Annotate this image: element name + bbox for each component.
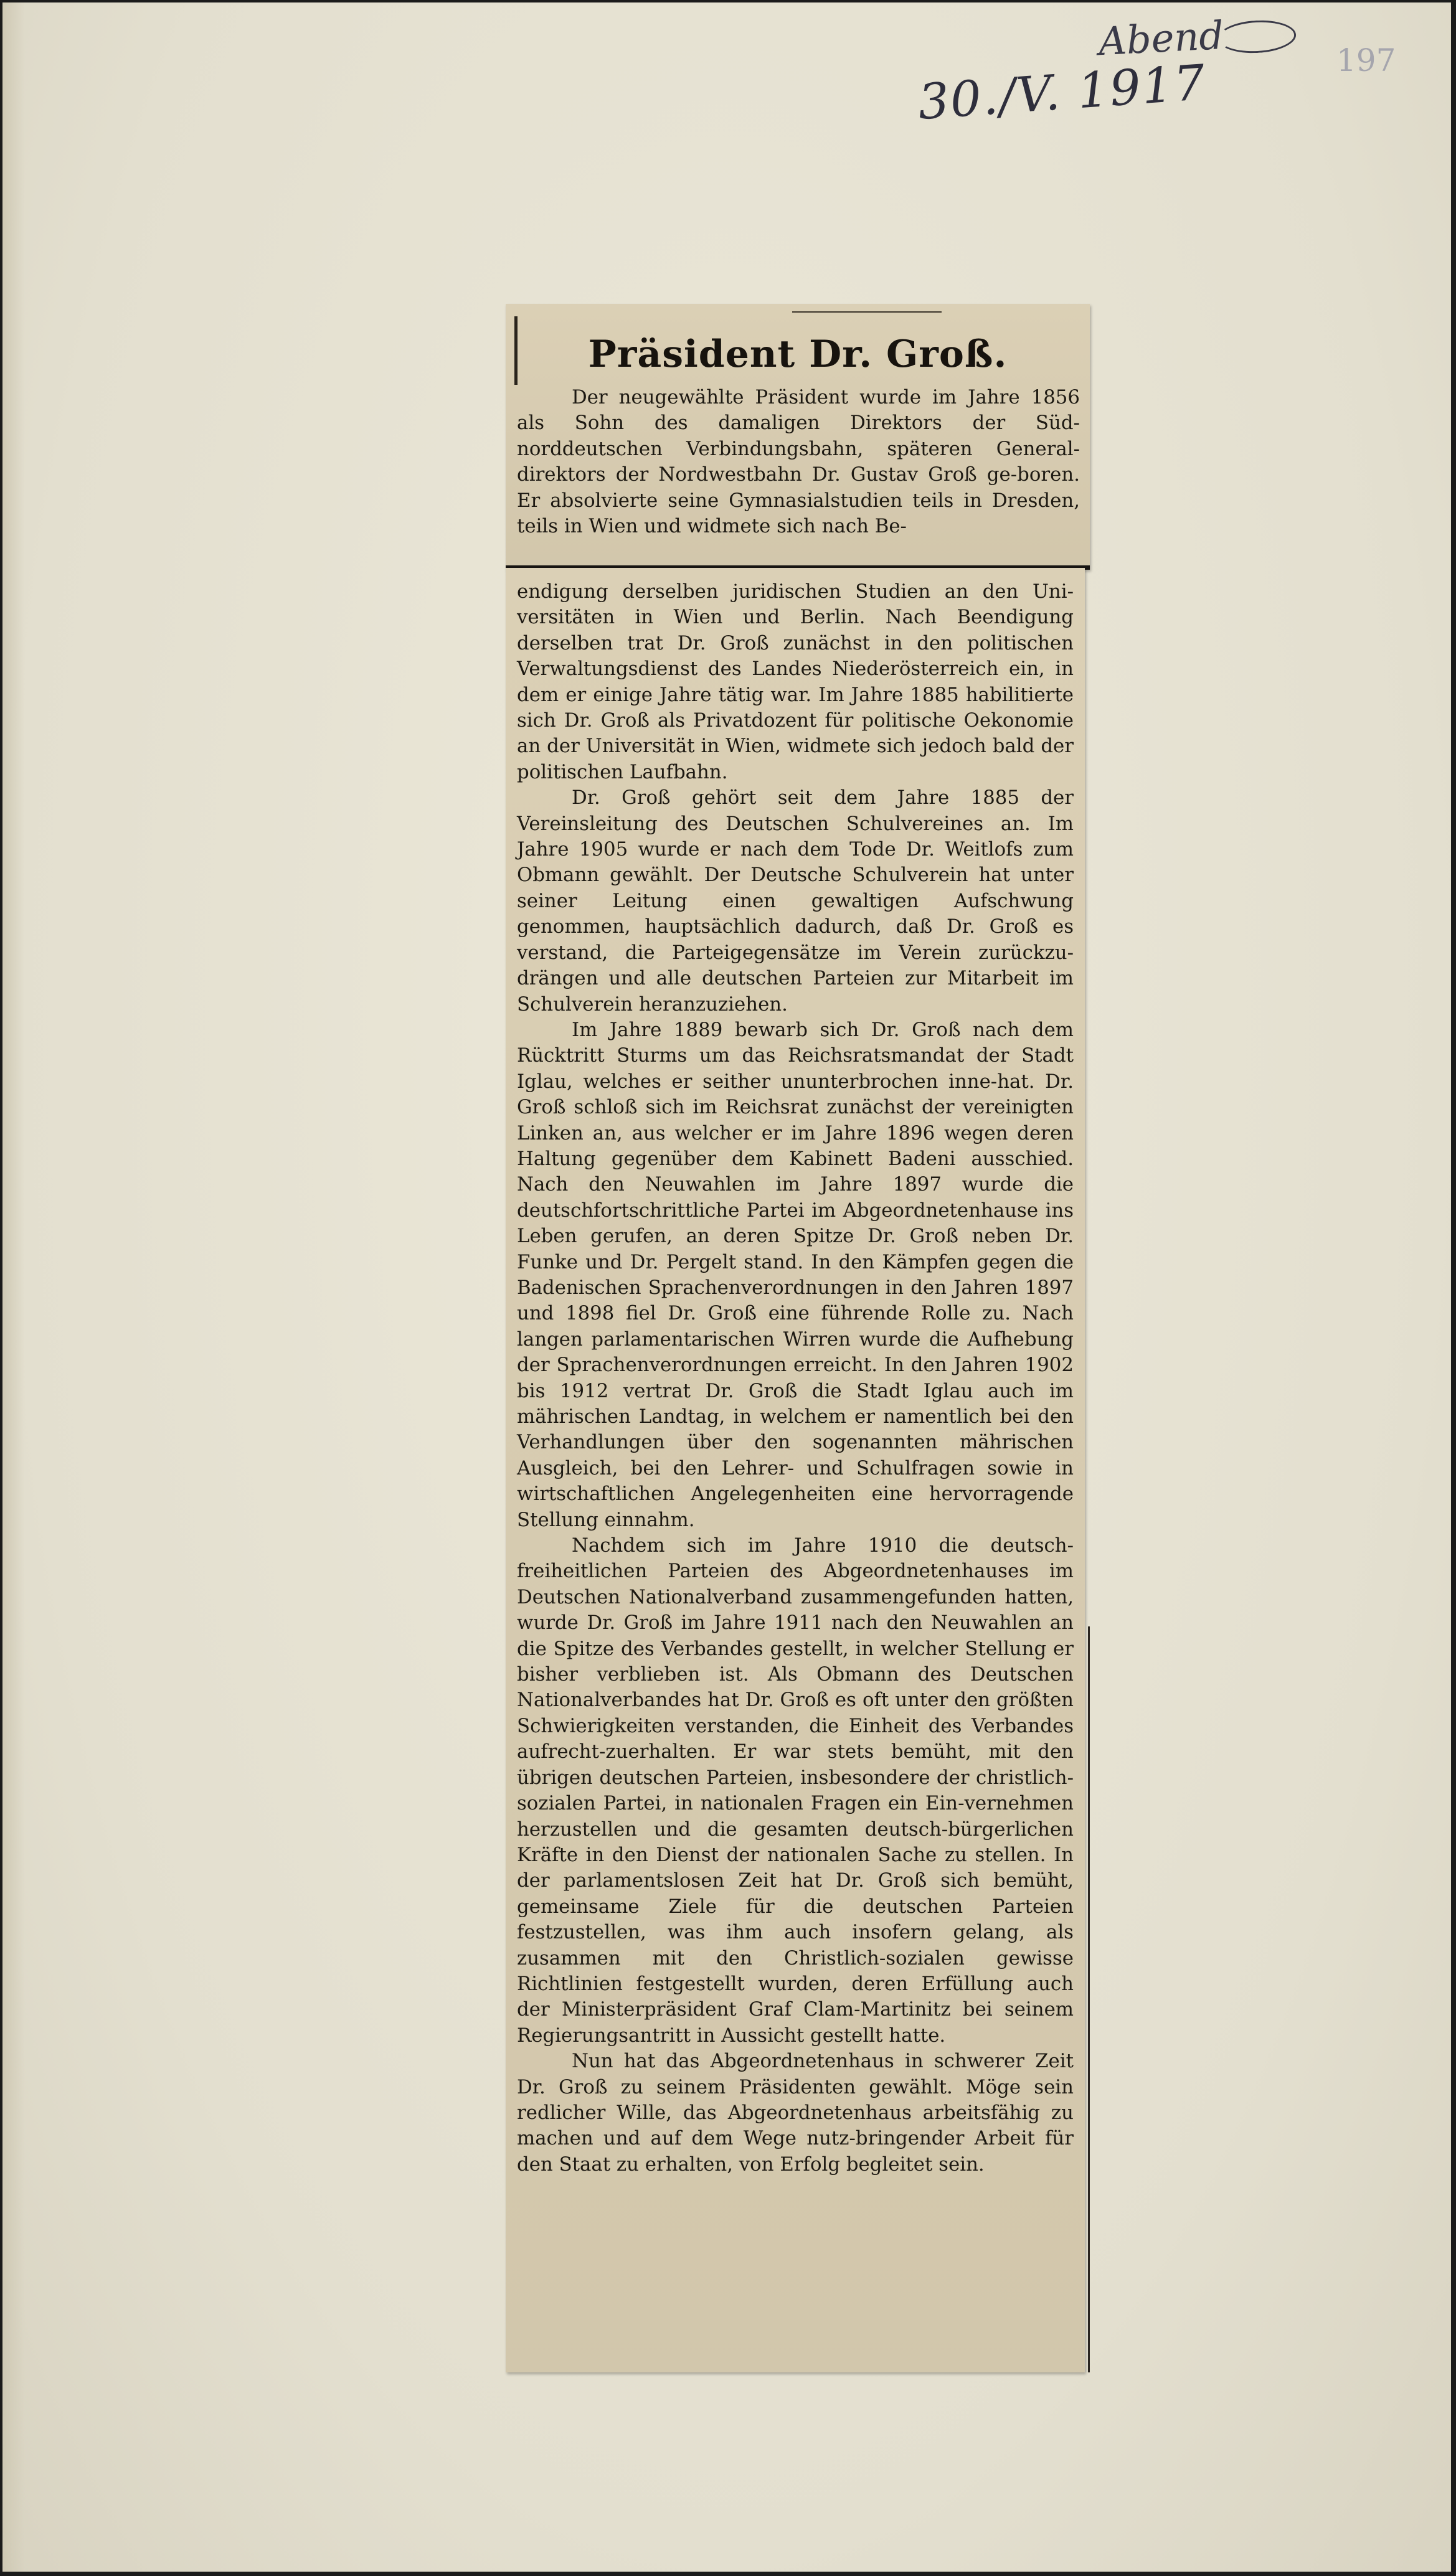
top-rule	[792, 311, 942, 313]
clipping-header-piece	[506, 304, 1090, 570]
intro-paragraph: Der neugewählte Präsident wurde im Jahre 1856 als Sohn des damaligen Direktors der Süd-norddeutschen Verbindungsbahn, späteren General-direktors der Nordwestbahn Dr. Gustav Groß ge-boren. Er absolvierte seine Gymnasialstudien teils in Dresden, teils in Wien und widmete sich nach Be-	[517, 386, 1080, 538]
clipping-body-piece	[506, 568, 1085, 2372]
body-paragraph: Nun hat das Abgeordnetenhaus in schwerer Zeit Dr. Groß zu seinem Präsidenten gewählt. Möge sein redlicher Wille, das Abgeordnetenhaus arbeitsfähig zu machen und auf dem Wege nutz-bringender Arbeit für den Staat zu erhalten, von Erfolg begleitet sein.	[517, 2050, 1074, 2176]
handwritten-date: 30./V. 1917	[916, 54, 1208, 131]
sheet-edge-shadow	[2, 2, 25, 2572]
signature-swash	[1217, 19, 1297, 55]
handwritten-name-text: Abend	[1097, 12, 1225, 65]
article-body	[517, 579, 1074, 2177]
body-paragraph: Nachdem sich im Jahre 1910 die deutsch-freiheitlichen Parteien des Abgeordnetenhauses im Deutschen Nationalverband zusammengefunden hatten, wurde Dr. Groß im Jahre 1911 nach den Neuwahlen an die Spitze des Verbandes gestellt, in welcher Stellung er bisher verblieben ist. Als Obmann des Deutschen Nationalverbandes hat Dr. Groß es oft unter den größten Schwierigkeiten verstanden, die Einheit des Verbandes aufrecht-zuerhalten. Er war stets bemüht, mit den übrigen deutschen Parteien, insbesondere der christlich-sozialen Partei, in nationalen Fragen ein Ein-vernehmen herzustellen und die gesamten deutsch-bürgerlichen Kräfte in den Dienst der nationalen Sache zu stellen. In der parlamentslosen Zeit hat Dr. Groß sich bemüht, gemeinsame Ziele für die deutschen Parteien festzustellen, was ihm auch insofern gelang, als zusammen mit den Christlich-sozialen gewisse Richtlinien festgestellt wurden, deren Erfüllung auch der Ministerpräsident Graf Clam-Martinitz bei seinem Regierungsantritt in Aussicht gestellt hatte.	[517, 1534, 1074, 2047]
article-headline: Präsident Dr. Groß.	[588, 333, 1008, 376]
archive-number: 197	[1336, 42, 1396, 78]
archive-sheet	[2, 2, 1451, 2572]
body-paragraph: Im Jahre 1889 bewarb sich Dr. Groß nach dem Rücktritt Sturms um das Reichsratsmandat der Stadt Iglau, welches er seither ununterbrochen inne-hat. Dr. Groß schloß sich im Reichsrat zunächst der vereinigten Linken an, aus welcher er im Jahre 1896 wegen deren Haltung gegenüber dem Kabinett Badeni ausschied. Nach den Neuwahlen im Jahre 1897 wurde die deutschfortschrittliche Partei im Abgeordnetenhause ins Leben gerufen, an deren Spitze Dr. Groß neben Dr. Funke und Dr. Pergelt stand. In den Kämpfen gegen die Badenischen Sprachenverordnungen in den Jahren 1897 und 1898 fiel Dr. Groß eine führende Rolle zu. Nach langen parlamentarischen Wirren wurde die Aufhebung der Sprachenverordnungen erreicht. In den Jahren 1902 bis 1912 vertrat Dr. Groß die Stadt Iglau auch im mährischen Landtag, in welchem er namentlich bei den Verhandlungen über den sogenannten mährischen Ausgleich, bei den Lehrer- und Schulfragen sowie in wirtschaftlichen Angelegenheiten eine hervorragende Stellung einnahm.	[517, 1018, 1074, 1531]
body-paragraph: Dr. Groß gehört seit dem Jahre 1885 der Vereinsleitung des Deutschen Schulvereines an. Im Jahre 1905 wurde er nach dem Tode Dr. Weitlofs zum Obmann gewählt. Der Deutsche Schulverein hat unter seiner Leitung einen gewaltigen Aufschwung genommen, hauptsächlich dadurch, daß Dr. Groß es verstand, die Parteigegensätze im Verein zurückzu-drängen und alle deutschen Parteien zur Mitarbeit im Schulverein heranzuziehen.	[517, 786, 1074, 1016]
article-intro	[517, 385, 1080, 539]
body-paragraph: endigung derselben juridischen Studien an den Uni-versitäten in Wien und Berlin. Nach Beendigung derselben trat Dr. Groß zunächst in den politischen Verwaltungsdienst des Landes Niederösterreich ein, in dem er einige Jahre tätig war. Im Jahre 1885 habilitierte sich Dr. Groß als Privatdozent für politische Oekonomie an der Universität in Wien, widmete sich jedoch bald der politischen Laufbahn.	[517, 580, 1074, 783]
